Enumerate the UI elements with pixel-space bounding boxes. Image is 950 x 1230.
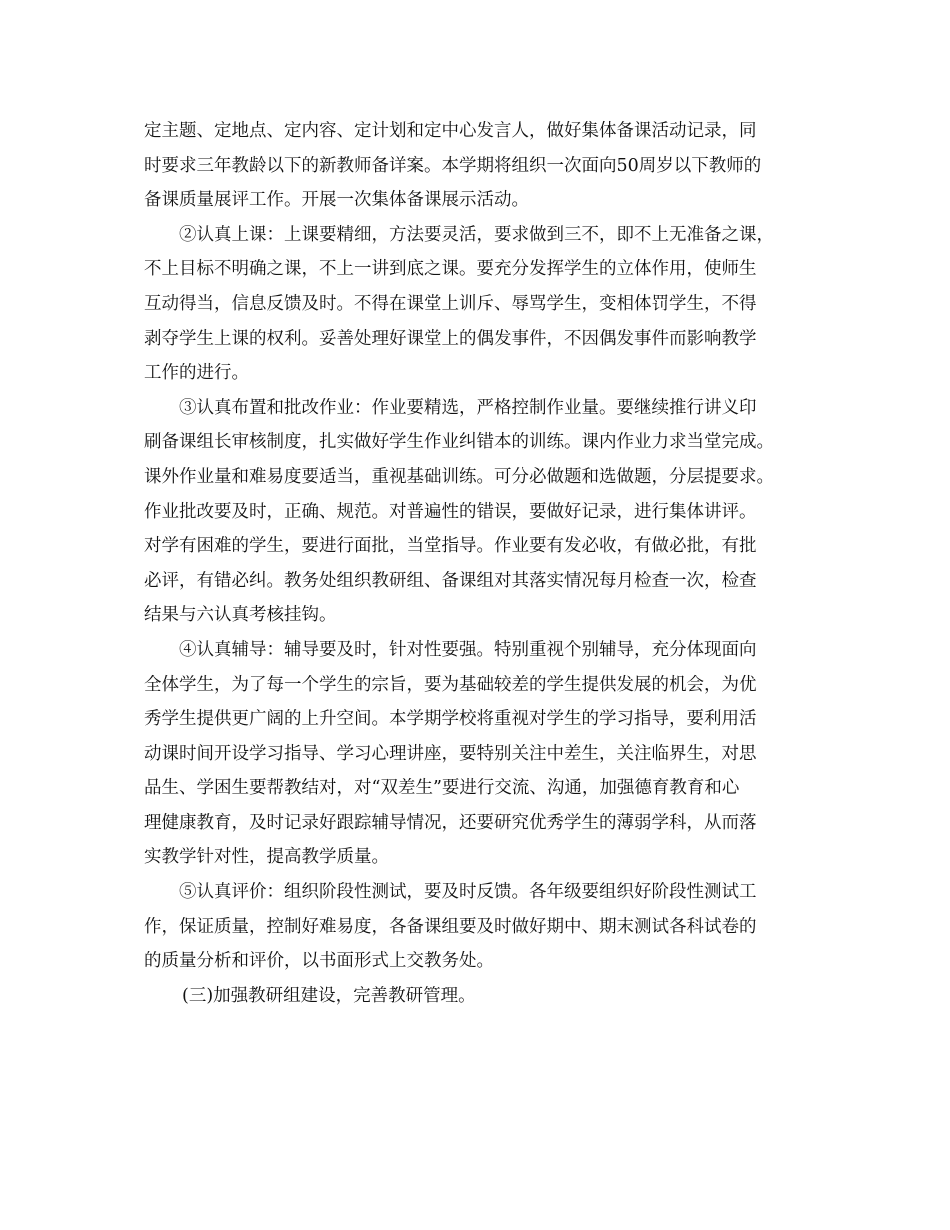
text-line: 结果与六认真考核挂钩。 bbox=[144, 605, 337, 626]
document-page bbox=[144, 114, 804, 1013]
text-line: 工作的进行。 bbox=[144, 363, 249, 384]
text-line: 不上目标不明确之课，不上一讲到底之课。要充分发挥学生的立体作用，使师生 bbox=[144, 259, 757, 280]
text-line: 动课时间开设学习指导、学习心理讲座，要特别关注中差生，关注临界生，对思 bbox=[144, 743, 757, 764]
text-line: 的质量分析和评价，以书面形式上交教务处。 bbox=[144, 951, 494, 972]
text-line: 剥夺学生上课的权利。妥善处理好课堂上的偶发事件，不因偶发事件而影响教学 bbox=[144, 328, 757, 349]
text-line: 课外作业量和难易度要适当，重视基础训练。可分必做题和选做题，分层提要求。 bbox=[144, 466, 774, 487]
text-line: 对学有困难的学生，要进行面批，当堂指导。作业要有发必收，有做必批，有批 bbox=[144, 536, 757, 557]
text-line: 备课质量展评工作。开展一次集体备课展示活动。 bbox=[144, 190, 529, 211]
text-line: 必评，有错必纠。教务处组织教研组、备课组对其落实情况每月检查一次，检查 bbox=[144, 570, 757, 591]
text-line: ⑤认真评价：组织阶段性测试，要及时反馈。各年级要组织好阶段性测试工 bbox=[179, 882, 757, 903]
text-line: 定主题、定地点、定内容、定计划和定中心发言人，做好集体备课活动记录，同 bbox=[144, 121, 757, 141]
text-line: 刷备课组长审核制度，扎实做好学生作业纠错本的训练。课内作业力求当堂完成。 bbox=[144, 432, 774, 453]
text-line: 秀学生提供更广阔的上升空间。本学期学校将重视对学生的学习指导，要利用活 bbox=[144, 709, 757, 730]
text-line: 实教学针对性，提高教学质量。 bbox=[144, 847, 389, 868]
section-heading: (三)加强教研组建设，完善教研管理。 bbox=[182, 985, 476, 1006]
text-line: 作，保证质量，控制好难易度，各备课组要及时做好期中、期末测试各科试卷的 bbox=[144, 916, 757, 937]
text-line: 时要求三年教龄以下的新教师备详案。本学期将组织一次面向50周岁以下教师的 bbox=[144, 155, 762, 176]
text-line: 互动得当，信息反馈及时。不得在课堂上训斥、辱骂学生，变相体罚学生，不得 bbox=[144, 293, 757, 314]
text-line: ④认真辅导：辅导要及时，针对性要强。特别重视个别辅导，充分体现面向 bbox=[179, 639, 757, 660]
text-line: ②认真上课：上课要精细，方法要灵活，要求做到三不，即不上无准备之课， bbox=[179, 224, 774, 245]
text-line: ③认真布置和批改作业：作业要精选，严格控制作业量。要继续推行讲义印 bbox=[179, 397, 757, 418]
text-line: 理健康教育，及时记录好跟踪辅导情况，还要研究优秀学生的薄弱学科，从而落 bbox=[144, 812, 757, 833]
text-line: 作业批改要及时，正确、规范。对普遍性的错误，要做好记录，进行集体讲评。 bbox=[144, 501, 757, 522]
text-line: 全体学生，为了每一个学生的宗旨，要为基础较差的学生提供发展的机会，为优 bbox=[144, 674, 757, 695]
text-line: 品生、学困生要帮教结对，对“双差生”要进行交流、沟通，加强德育教育和心 bbox=[144, 778, 740, 799]
